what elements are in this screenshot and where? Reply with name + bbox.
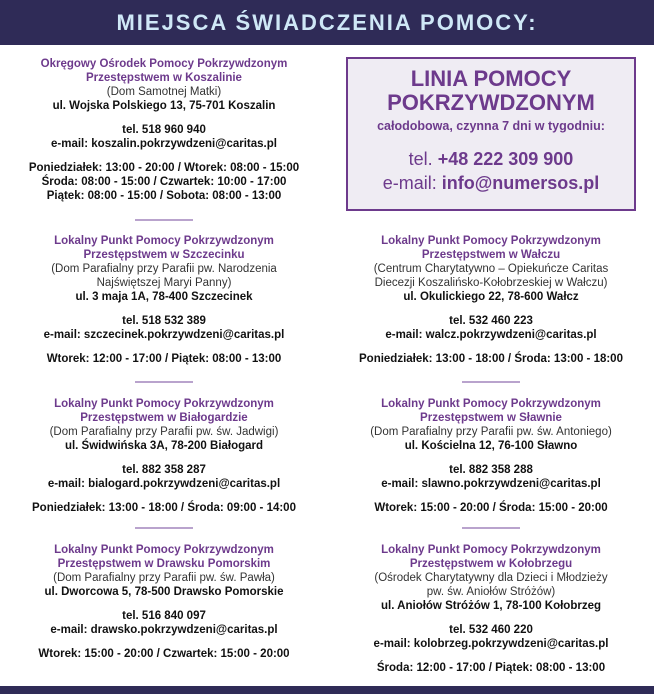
help-email[interactable]: e-mail: info@numersos.pl <box>382 173 600 193</box>
location-email[interactable]: e-mail: walcz.pokrzywdzeni@caritas.pl <box>385 329 597 341</box>
location-note-2: Diecezji Koszalińsko-Kołobrzeskiej w Wałczu) <box>374 277 608 289</box>
location-title-line1: Lokalny Punkt Pomocy Pokrzywdzonym <box>381 398 601 410</box>
location-note-2: Najświętszej Maryi Panny) <box>96 277 232 289</box>
location-hours-1: Poniedziałek: 13:00 - 20:00 / Wtorek: 08:00 - 15:00 <box>28 162 300 174</box>
location-hours: Wtorek: 12:00 - 17:00 / Piątek: 08:00 - 13:00 <box>46 353 282 365</box>
page-footer-bar <box>0 686 654 694</box>
location-email[interactable]: e-mail: kolobrzeg.pokrzywdzeni@caritas.pl <box>373 638 609 650</box>
location-email[interactable]: e-mail: szczecinek.pokrzywdzeni@caritas.pl <box>43 329 285 341</box>
location-note-1: (Dom Parafialny przy Parafii pw. Narodzenia <box>51 263 277 275</box>
location-note: (Dom Parafialny przy Parafii pw. św. Jadwigi) <box>49 426 279 438</box>
location-bialogard <box>14 397 314 515</box>
location-phone: tel. 518 960 940 <box>122 124 206 136</box>
location-address: ul. 3 maja 1A, 78-400 Szczecinek <box>75 291 253 303</box>
location-note-1: (Centrum Charytatywno – Opiekuńcze Caritas <box>373 263 609 275</box>
location-address: ul. Aniołów Stróżów 1, 78-100 Kołobrzeg <box>380 600 602 612</box>
location-note-2: pw. św. Aniołów Stróżów) <box>426 586 556 598</box>
location-walcz <box>341 234 641 366</box>
location-koszalin <box>14 57 314 203</box>
location-phone: tel. 532 460 223 <box>449 315 533 327</box>
location-kolobrzeg <box>341 543 641 675</box>
location-title-line2: Przestępstwem w Koszalinie <box>86 72 242 84</box>
help-line-box <box>346 57 636 211</box>
location-email[interactable]: e-mail: slawno.pokrzywdzeni@caritas.pl <box>381 478 601 490</box>
location-phone: tel. 516 840 097 <box>122 610 206 622</box>
location-note-1: (Ośrodek Charytatywny dla Dzieci i Młodzieży <box>374 572 608 584</box>
location-szczecinek <box>14 234 314 366</box>
location-title-line1: Lokalny Punkt Pomocy Pokrzywdzonym <box>54 398 274 410</box>
divider <box>135 381 193 383</box>
location-note: (Dom Parafialny przy Parafii pw. św. Antoniego) <box>370 426 612 438</box>
location-address: ul. Dworcowa 5, 78-500 Drawsko Pomorskie <box>44 586 284 598</box>
help-title-line1: LINIA POMOCY <box>410 66 572 91</box>
location-hours-2: Środa: 08:00 - 15:00 / Czwartek: 10:00 - 17:00 <box>41 176 287 188</box>
location-address: ul. Świdwińska 3A, 78-200 Białogard <box>64 440 264 452</box>
location-phone: tel. 532 460 220 <box>449 624 533 636</box>
location-title-line2: Przestępstwem w Szczecinku <box>83 249 245 261</box>
location-slawno <box>341 397 641 515</box>
location-title-line1: Lokalny Punkt Pomocy Pokrzywdzonym <box>54 544 274 556</box>
location-hours-3: Piątek: 08:00 - 15:00 / Sobota: 08:00 - 13:00 <box>46 190 282 202</box>
location-title-line2: Przestępstwem w Kołobrzegu <box>409 558 573 570</box>
page-header <box>0 0 654 45</box>
help-phone[interactable]: tel. +48 222 309 900 <box>408 149 574 169</box>
location-title-line1: Lokalny Punkt Pomocy Pokrzywdzonym <box>381 544 601 556</box>
location-address: ul. Okulickiego 22, 78-600 Wałcz <box>403 291 579 303</box>
location-title-line1: Okręgowy Ośrodek Pomocy Pokrzywdzonym <box>40 58 288 70</box>
location-email[interactable]: e-mail: drawsko.pokrzywdzeni@caritas.pl <box>50 624 278 636</box>
location-note: (Dom Parafialny przy Parafii pw. św. Pawła) <box>53 572 275 584</box>
help-title-line2: POKRZYWDZONYM <box>387 90 595 115</box>
location-address: ul. Wojska Polskiego 13, 75-701 Koszalin <box>52 100 276 112</box>
location-email[interactable]: e-mail: koszalin.pokrzywdzeni@caritas.pl <box>51 138 277 150</box>
location-title-line2: Przestępstwem w Białogardzie <box>80 412 248 424</box>
divider <box>135 219 193 221</box>
location-hours: Wtorek: 15:00 - 20:00 / Środa: 15:00 - 20:00 <box>374 502 608 514</box>
location-title-line1: Lokalny Punkt Pomocy Pokrzywdzonym <box>381 235 601 247</box>
location-email[interactable]: e-mail: bialogard.pokrzywdzeni@caritas.pl <box>47 478 281 490</box>
location-hours: Wtorek: 15:00 - 20:00 / Czwartek: 15:00 - 20:00 <box>38 648 290 660</box>
location-phone: tel. 518 532 389 <box>122 315 206 327</box>
location-phone: tel. 882 358 287 <box>122 464 206 476</box>
location-hours: Poniedziałek: 13:00 - 18:00 / Środa: 13:00 - 18:00 <box>359 353 623 365</box>
location-address: ul. Kościelna 12, 76-100 Sławno <box>404 440 578 452</box>
location-note: (Dom Samotnej Matki) <box>106 86 222 98</box>
location-hours: Środa: 12:00 - 17:00 / Piątek: 08:00 - 13:00 <box>376 662 606 674</box>
location-title-line2: Przestępstwem w Wałczu <box>421 249 561 261</box>
divider <box>135 527 193 529</box>
location-title-line1: Lokalny Punkt Pomocy Pokrzywdzonym <box>54 235 274 247</box>
location-title-line2: Przestępstwem w Sławnie <box>420 412 562 424</box>
location-title-line2: Przestępstwem w Drawsku Pomorskim <box>57 558 271 570</box>
divider <box>462 381 520 383</box>
page-title: MIEJSCA ŚWIADCZENIA POMOCY: <box>116 10 538 35</box>
location-phone: tel. 882 358 288 <box>449 464 533 476</box>
divider <box>462 527 520 529</box>
location-drawsko <box>14 543 314 661</box>
help-subtitle: całodobowa, czynna 7 dni w tygodniu: <box>377 119 605 133</box>
location-hours: Poniedziałek: 13:00 - 18:00 / Środa: 09:00 - 14:00 <box>32 502 296 514</box>
